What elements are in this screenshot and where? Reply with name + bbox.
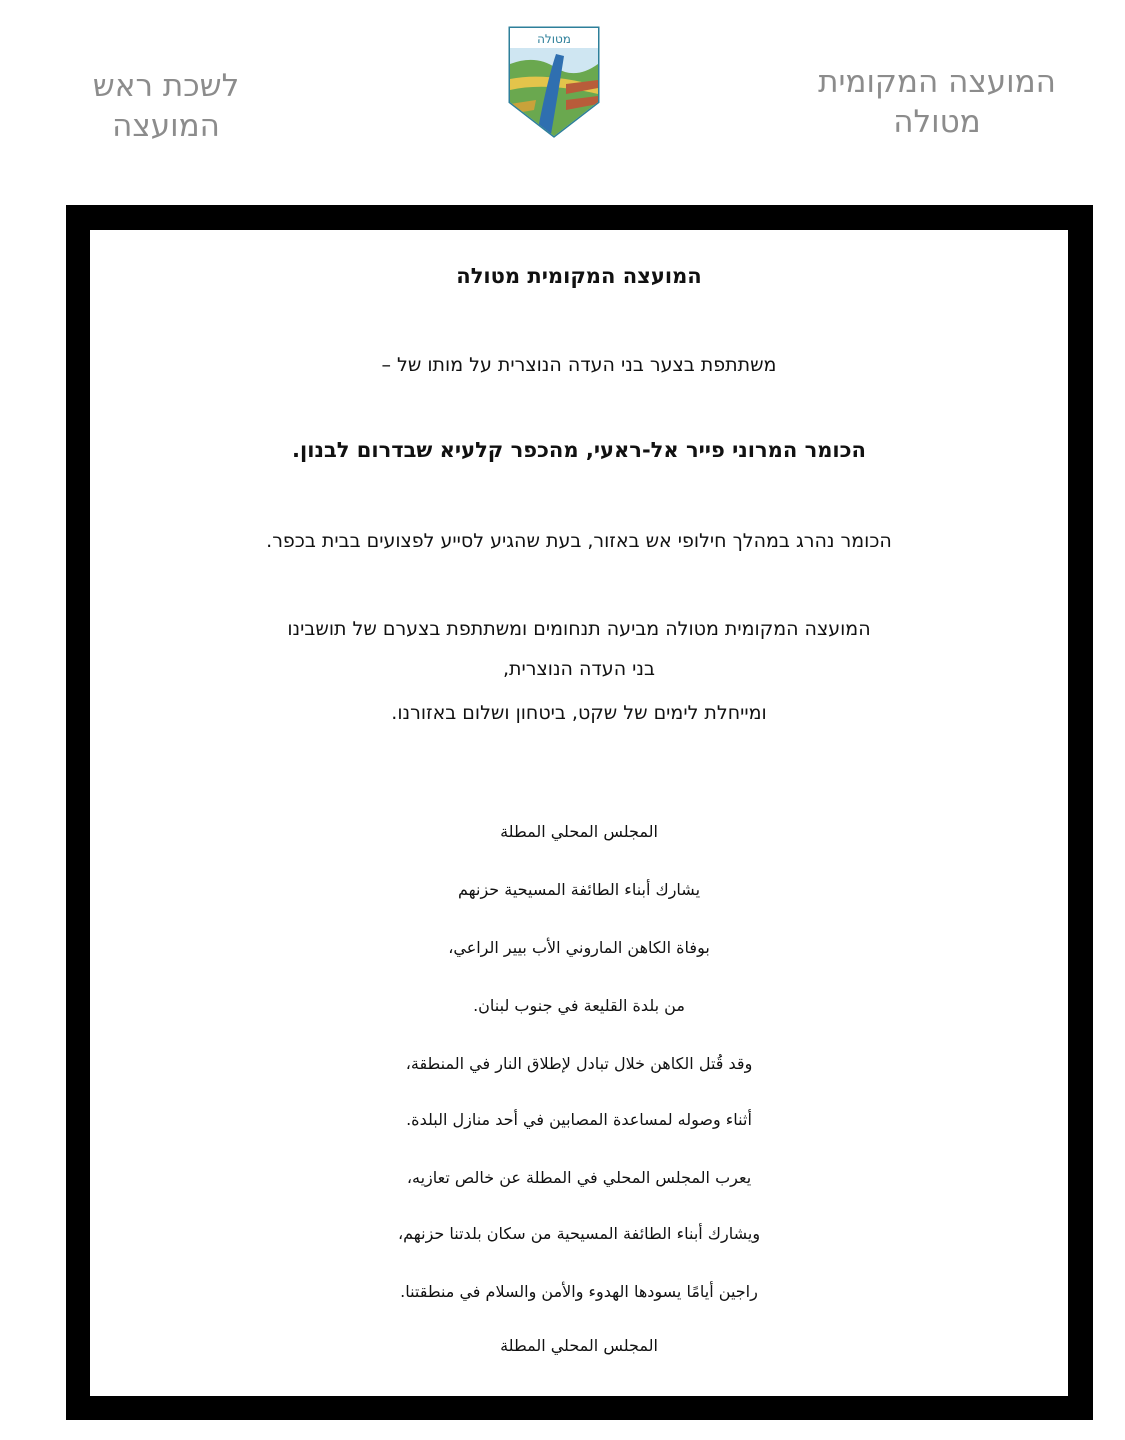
notice-line-wish: ומייחלת לימים של שקט, ביטחון ושלום באזורנו. (391, 702, 767, 724)
notice-title: המועצה המקומית מטולה (456, 264, 702, 288)
mourning-notice-frame (66, 205, 1093, 1420)
arabic-line: وقد قُتل الكاهن خلال تبادل لإطلاق النار في المنطقة، (405, 1054, 753, 1073)
council-name-header (787, 62, 1087, 142)
council-name-line2: מטולה (893, 104, 981, 140)
arabic-line: المجلس المحلي المطلة (500, 822, 658, 841)
notice-line-council: המועצה המקומית מטולה מביעה תנחומים ומשתתפת בצערם של תושבינו (287, 618, 871, 640)
arabic-line: راجين أيامًا يسودها الهدوء والأمن والسلام في منطقتنا. (400, 1282, 758, 1301)
svg-text:מטולה: מטולה (537, 32, 571, 46)
mayor-office-header: לשכת ראש המועצה (92, 68, 240, 144)
council-name-line1: המועצה המקומית (818, 64, 1056, 100)
notice-line-community: בני העדה הנוצרית, (503, 658, 655, 680)
matula-emblem-icon (506, 24, 602, 140)
arabic-line: ويشارك أبناء الطائفة المسيحية من سكان بلدتنا حزنهم، (397, 1224, 761, 1243)
mourning-notice (90, 230, 1068, 1396)
arabic-line: يشارك أبناء الطائفة المسيحية حزنهم (457, 880, 701, 899)
arabic-line: أثناء وصوله لمساعدة المصابين في أحد منازل البلدة. (406, 1110, 752, 1129)
arabic-line: من بلدة القليعة في جنوب لبنان. (473, 996, 685, 1015)
arabic-line: بوفاة الكاهن الماروني الأب بيير الراعي، (448, 938, 710, 957)
arabic-signature: المجلس المحلي المطلة (500, 1336, 658, 1355)
notice-line-condolence: משתתפת בצער בני העדה הנוצרית על מותו של – (381, 354, 777, 376)
notice-headline: הכומר המרוני פייר אל-ראעי, מהכפר קלעיא שבדרום לבנון. (292, 438, 866, 462)
arabic-line: يعرب المجلس المحلي في المطلة عن خالص تعازيه، (406, 1168, 752, 1187)
notice-line-circumstances: הכומר נהרג במהלך חילופי אש באזור, בעת שהגיע לסייע לפצועים בבית בכפר. (266, 530, 892, 552)
